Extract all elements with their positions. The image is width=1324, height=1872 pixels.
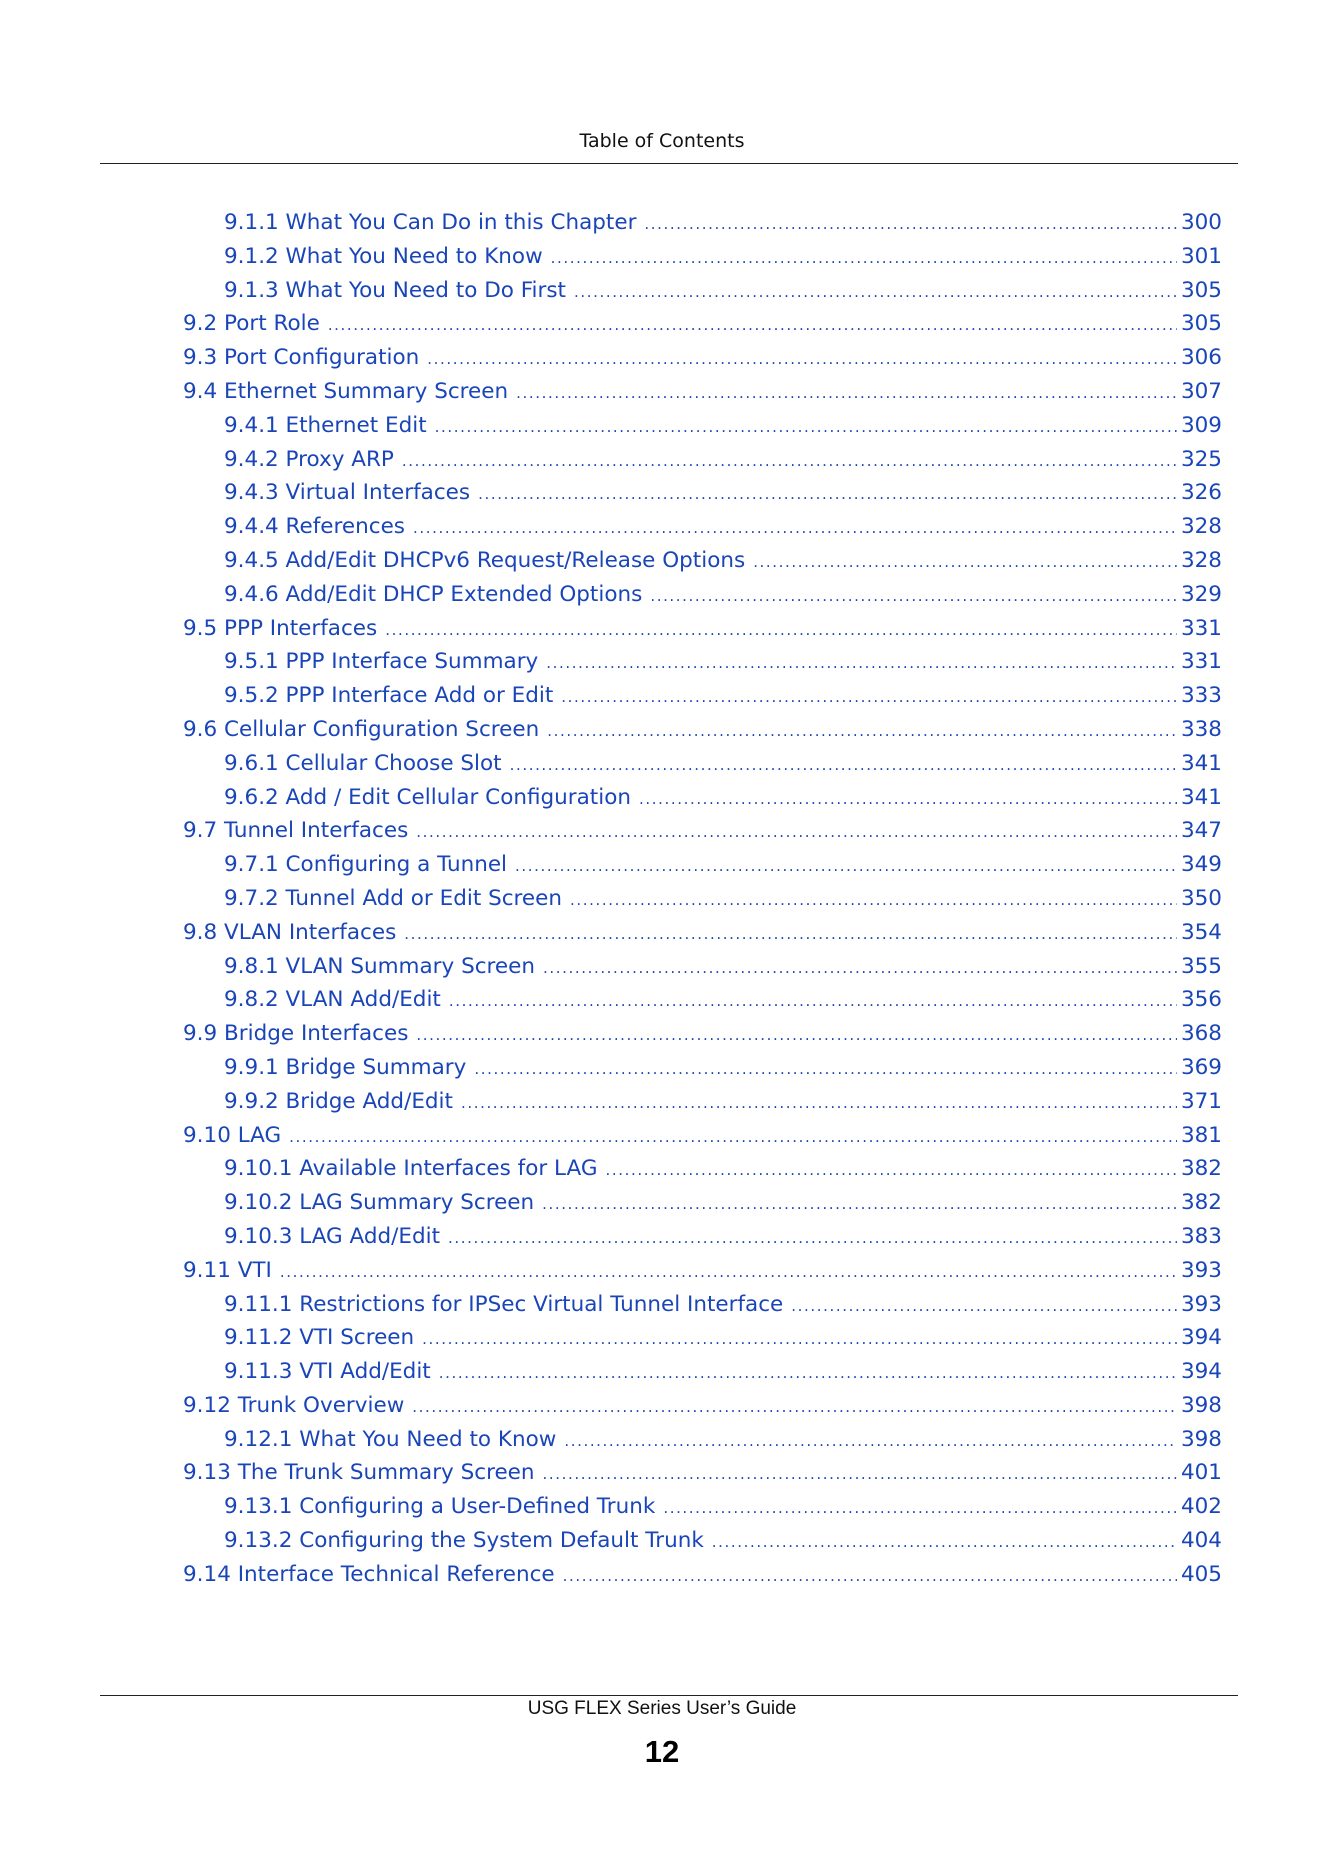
toc-link[interactable]	[224, 244, 1222, 269]
toc-entry-page: 333	[1180, 683, 1222, 709]
toc-dot-leader	[412, 1398, 1177, 1416]
toc-dot-leader	[416, 823, 1177, 841]
toc-entry-page: 338	[1180, 716, 1222, 742]
toc-entry	[183, 379, 1222, 413]
toc-entry-page: 329	[1180, 581, 1222, 607]
toc-dot-leader	[644, 215, 1177, 233]
toc-entry-title: 9.4.6 Add/Edit DHCP Extended Options	[224, 581, 643, 607]
toc-entry-page: 331	[1180, 615, 1222, 641]
toc-dot-leader	[385, 621, 1177, 639]
toc-link[interactable]	[224, 210, 1222, 235]
toc-link[interactable]	[224, 548, 1222, 573]
toc-entry	[224, 649, 1222, 683]
toc-dot-leader	[570, 891, 1177, 909]
toc-link[interactable]	[224, 1055, 1222, 1080]
toc-dot-leader	[510, 756, 1177, 774]
toc-entry-page: 309	[1180, 412, 1222, 438]
toc-entry-page: 371	[1180, 1088, 1222, 1114]
toc-entry-title: 9.4 Ethernet Summary Screen	[183, 378, 509, 404]
toc-entry-page: 354	[1180, 919, 1222, 945]
toc-link[interactable]	[224, 514, 1222, 539]
toc-entry	[224, 1292, 1222, 1326]
toc-entry-title: 9.2 Port Role	[183, 311, 320, 337]
toc-link[interactable]	[224, 1359, 1222, 1384]
toc-entry-title: 9.6.1 Cellular Choose Slot	[224, 750, 502, 776]
toc-entry-page: 326	[1180, 480, 1222, 506]
toc-entry-title: 9.4.2 Proxy ARP	[224, 446, 394, 472]
toc-entry-title: 9.13 The Trunk Summary Screen	[183, 1460, 535, 1486]
toc-entry	[224, 987, 1222, 1021]
toc-link[interactable]	[224, 987, 1222, 1012]
toc-entry-title: 9.13.2 Configuring the System Default Trunk	[224, 1528, 704, 1554]
toc-link[interactable]	[224, 447, 1222, 472]
toc-link[interactable]	[224, 751, 1222, 776]
toc-entry	[224, 1359, 1222, 1393]
toc-entry-title: 9.7.2 Tunnel Add or Edit Screen	[224, 885, 562, 911]
toc-entry-title: 9.1.2 What You Need to Know	[224, 243, 543, 269]
toc-link[interactable]	[224, 582, 1222, 607]
toc-entry	[224, 1224, 1222, 1258]
toc-entry-page: 382	[1180, 1156, 1222, 1182]
toc-link[interactable]	[224, 278, 1222, 303]
toc-entry-page: 393	[1180, 1291, 1222, 1317]
toc-entry	[224, 278, 1222, 312]
toc-entry-title: 9.5.2 PPP Interface Add or Edit	[224, 683, 554, 709]
toc-link[interactable]	[183, 1258, 1222, 1283]
toc-entry	[224, 548, 1222, 582]
toc-entry-page: 350	[1180, 885, 1222, 911]
toc-entry-title: 9.9.1 Bridge Summary	[224, 1054, 467, 1080]
toc-entry-title: 9.5 PPP Interfaces	[183, 615, 378, 641]
toc-link[interactable]	[183, 1460, 1222, 1485]
toc-entry-title: 9.10 LAG	[183, 1122, 282, 1148]
toc-link[interactable]	[183, 379, 1222, 404]
toc-dot-leader	[663, 1499, 1177, 1517]
toc-entry	[224, 954, 1222, 988]
toc-entry	[183, 1393, 1222, 1427]
toc-entry-page: 381	[1180, 1122, 1222, 1148]
toc-dot-leader	[543, 959, 1177, 977]
toc-link[interactable]	[183, 1021, 1222, 1046]
toc-entry	[183, 311, 1222, 345]
toc-entry-page: 405	[1180, 1561, 1222, 1587]
toc-dot-leader	[515, 857, 1177, 875]
toc-entry-title: 9.14 Interface Technical Reference	[183, 1561, 555, 1587]
toc-dot-leader	[478, 485, 1177, 503]
toc-entry-page: 328	[1180, 547, 1222, 573]
toc-dot-leader	[547, 722, 1177, 740]
toc-entry	[183, 616, 1222, 650]
toc-entry-title: 9.4.4 References	[224, 514, 406, 540]
toc-dot-leader	[542, 1195, 1177, 1213]
toc-link[interactable]	[224, 785, 1222, 810]
toc-entry-title: 9.4.1 Ethernet Edit	[224, 412, 427, 438]
toc-entry-title: 9.7 Tunnel Interfaces	[183, 818, 409, 844]
toc-dot-leader	[791, 1297, 1177, 1315]
toc-entry-page: 301	[1180, 243, 1222, 269]
toc-link[interactable]	[183, 717, 1222, 742]
toc-link[interactable]	[183, 1123, 1222, 1148]
toc-link[interactable]	[183, 616, 1222, 641]
toc-entry-title: 9.4.5 Add/Edit DHCPv6 Request/Release Options	[224, 547, 746, 573]
toc-link[interactable]	[224, 1224, 1222, 1249]
toc-entry-title: 9.8.2 VLAN Add/Edit	[224, 987, 441, 1013]
toc-link[interactable]	[224, 954, 1222, 979]
toc-entry	[224, 1055, 1222, 1089]
toc-dot-leader	[435, 418, 1177, 436]
toc-entry-page: 331	[1180, 649, 1222, 675]
toc-link[interactable]	[224, 852, 1222, 877]
toc-dot-leader	[461, 1094, 1177, 1112]
toc-entry-page: 355	[1180, 953, 1222, 979]
toc-entry	[224, 244, 1222, 278]
toc-link[interactable]	[224, 1156, 1222, 1181]
toc-dot-leader	[422, 1330, 1177, 1348]
toc-dot-leader	[439, 1364, 1177, 1382]
toc-link[interactable]	[224, 413, 1222, 438]
toc-entry-page: 341	[1180, 750, 1222, 776]
toc-entry	[183, 717, 1222, 751]
toc-entry	[183, 1021, 1222, 1055]
toc-entry-page: 349	[1180, 852, 1222, 878]
toc-entry-page: 394	[1180, 1359, 1222, 1385]
toc-entry	[224, 514, 1222, 548]
toc-entry-title: 9.6 Cellular Configuration Screen	[183, 716, 540, 742]
toc-entry-page: 356	[1180, 987, 1222, 1013]
toc-entry-page: 306	[1180, 345, 1222, 371]
toc-dot-leader	[280, 1263, 1177, 1281]
toc-entry	[183, 1562, 1222, 1596]
toc-link[interactable]	[224, 683, 1222, 708]
toc-link[interactable]	[224, 649, 1222, 674]
toc-link[interactable]	[224, 886, 1222, 911]
footer-title: USG FLEX Series User’s Guide	[527, 1698, 797, 1719]
toc-dot-leader	[606, 1161, 1177, 1179]
toc-dot-leader	[448, 1229, 1177, 1247]
toc-entry-page: 393	[1180, 1257, 1222, 1283]
toc-entry-page: 369	[1180, 1054, 1222, 1080]
toc-dot-leader	[427, 350, 1177, 368]
footer-divider	[100, 1695, 1238, 1696]
toc-entry	[224, 1156, 1222, 1190]
toc-entry-title: 9.1.1 What You Can Do in this Chapter	[224, 210, 637, 235]
toc-dot-leader	[650, 587, 1177, 605]
toc-entry-page: 382	[1180, 1190, 1222, 1216]
toc-entry-title: 9.12.1 What You Need to Know	[224, 1426, 557, 1452]
toc-entry-page: 402	[1180, 1494, 1222, 1520]
page-number: 12	[644, 1734, 680, 1769]
toc-entry-page: 328	[1180, 514, 1222, 540]
toc-dot-leader	[712, 1533, 1177, 1551]
toc-entry-title: 9.6.2 Add / Edit Cellular Configuration	[224, 784, 631, 810]
toc-link[interactable]	[224, 1089, 1222, 1114]
toc-entry	[224, 447, 1222, 481]
header-divider	[100, 163, 1238, 164]
toc-dot-leader	[474, 1060, 1177, 1078]
toc-entry	[224, 751, 1222, 785]
toc-entry-title: 9.13.1 Configuring a User-Defined Trunk	[224, 1494, 656, 1520]
toc-entry	[224, 1325, 1222, 1359]
toc-entry-title: 9.11 VTI	[183, 1257, 272, 1283]
toc-entry-title: 9.11.3 VTI Add/Edit	[224, 1359, 431, 1385]
toc-entry	[183, 345, 1222, 379]
toc-dot-leader	[543, 1465, 1177, 1483]
toc-entry	[183, 1460, 1222, 1494]
toc-link[interactable]	[183, 818, 1222, 843]
toc-dot-leader	[564, 1432, 1177, 1450]
toc-entry	[224, 1528, 1222, 1562]
toc-entry	[224, 886, 1222, 920]
toc-entry-page: 394	[1180, 1325, 1222, 1351]
toc-entry-page: 383	[1180, 1223, 1222, 1249]
toc-link[interactable]	[183, 920, 1222, 945]
toc-link[interactable]	[224, 480, 1222, 505]
toc-dot-leader	[639, 790, 1177, 808]
toc-dot-leader	[574, 283, 1177, 301]
toc-dot-leader	[546, 654, 1177, 672]
toc-entry-title: 9.5.1 PPP Interface Summary	[224, 649, 539, 675]
toc-link[interactable]	[224, 1528, 1222, 1553]
toc-dot-leader	[402, 452, 1177, 470]
toc-entry	[224, 1089, 1222, 1123]
toc-dot-leader	[563, 1567, 1177, 1585]
toc-link[interactable]	[183, 1393, 1222, 1418]
toc-entry-page: 398	[1180, 1426, 1222, 1452]
toc-entry-page: 404	[1180, 1528, 1222, 1554]
toc-link[interactable]	[224, 1494, 1222, 1519]
toc-entry-title: 9.9 Bridge Interfaces	[183, 1021, 409, 1047]
toc-dot-leader	[753, 553, 1177, 571]
toc-entry-title: 9.1.3 What You Need to Do First	[224, 277, 566, 303]
toc-dot-leader	[551, 249, 1177, 267]
toc-entry-page: 305	[1180, 311, 1222, 337]
toc-entry	[183, 920, 1222, 954]
toc-dot-leader	[289, 1128, 1177, 1146]
toc-dot-leader	[328, 316, 1177, 334]
toc-entry	[224, 1494, 1222, 1528]
toc-entry-page: 368	[1180, 1021, 1222, 1047]
toc-entry	[224, 480, 1222, 514]
toc-link[interactable]	[224, 1292, 1222, 1317]
toc-entry	[224, 413, 1222, 447]
toc-link[interactable]	[224, 1427, 1222, 1452]
toc-dot-leader	[516, 384, 1177, 402]
toc-entry-page: 401	[1180, 1460, 1222, 1486]
toc-entry	[224, 1427, 1222, 1461]
toc-entry-title: 9.9.2 Bridge Add/Edit	[224, 1088, 453, 1114]
table-of-contents	[0, 210, 1324, 1596]
toc-entry-title: 9.7.1 Configuring a Tunnel	[224, 852, 508, 878]
toc-entry	[224, 785, 1222, 819]
toc-link[interactable]	[183, 345, 1222, 370]
toc-dot-leader	[449, 992, 1177, 1010]
toc-entry-title: 9.8.1 VLAN Summary Screen	[224, 953, 535, 979]
toc-entry	[183, 818, 1222, 852]
toc-entry-title: 9.12 Trunk Overview	[183, 1392, 405, 1418]
toc-link[interactable]	[183, 1562, 1222, 1587]
toc-entry-page: 398	[1180, 1392, 1222, 1418]
toc-entry-title: 9.11.2 VTI Screen	[224, 1325, 415, 1351]
toc-entry-page: 341	[1180, 784, 1222, 810]
toc-link[interactable]	[183, 311, 1222, 336]
toc-entry-title: 9.4.3 Virtual Interfaces	[224, 480, 471, 506]
toc-entry-title: 9.10.1 Available Interfaces for LAG	[224, 1156, 598, 1182]
toc-entry	[224, 210, 1222, 244]
toc-entry	[224, 683, 1222, 717]
toc-dot-leader	[416, 1026, 1177, 1044]
toc-entry-page: 325	[1180, 446, 1222, 472]
toc-dot-leader	[561, 688, 1177, 706]
toc-entry-page: 347	[1180, 818, 1222, 844]
toc-entry-page: 307	[1180, 378, 1222, 404]
toc-entry	[183, 1258, 1222, 1292]
toc-entry	[183, 1123, 1222, 1157]
toc-entry	[224, 1190, 1222, 1224]
toc-dot-leader	[413, 519, 1177, 537]
toc-entry-title: 9.11.1 Restrictions for IPSec Virtual Tunnel Interface	[224, 1291, 784, 1317]
toc-entry	[224, 582, 1222, 616]
toc-entry	[224, 852, 1222, 886]
toc-entry-title: 9.10.3 LAG Add/Edit	[224, 1223, 441, 1249]
toc-entry-page: 300	[1180, 210, 1222, 235]
toc-link[interactable]	[224, 1325, 1222, 1350]
toc-entry-title: 9.10.2 LAG Summary Screen	[224, 1190, 535, 1216]
toc-entry-title: 9.8 VLAN Interfaces	[183, 919, 397, 945]
toc-link[interactable]	[224, 1190, 1222, 1215]
toc-entry-page: 305	[1180, 277, 1222, 303]
toc-dot-leader	[404, 925, 1177, 943]
toc-entry-title: 9.3 Port Configuration	[183, 345, 420, 371]
header-title: Table of Contents	[579, 130, 745, 152]
